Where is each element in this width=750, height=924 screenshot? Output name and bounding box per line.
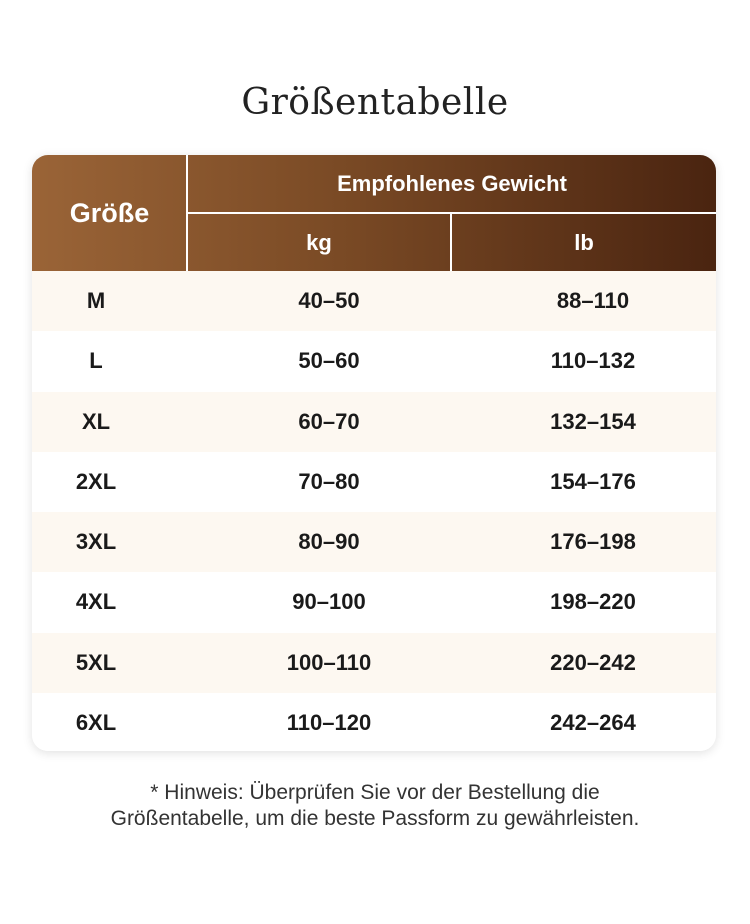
table-row [32, 572, 716, 632]
table-row [32, 693, 716, 751]
footnote [0, 780, 750, 832]
cell-size: 5XL [75, 649, 117, 675]
table-body [32, 271, 716, 751]
cell-size: 2XL [75, 468, 117, 494]
cell-kg: 40–50 [298, 288, 360, 314]
cell-size: 4XL [75, 589, 117, 615]
header-kg: kg [306, 229, 332, 255]
cell-kg: 60–70 [298, 408, 360, 434]
table-row [32, 633, 716, 693]
table-row [32, 452, 716, 512]
table-row [32, 392, 716, 452]
cell-lb: 154–176 [550, 468, 636, 494]
header-size: Größe [69, 197, 150, 228]
table-row [32, 512, 716, 572]
header-weight-group: Empfohlenes Gewicht [337, 170, 567, 196]
page-title: Größentabelle [241, 82, 509, 123]
cell-lb: 88–110 [556, 288, 630, 314]
cell-size: L [89, 348, 103, 374]
cell-lb: 176–198 [550, 529, 636, 555]
cell-size: M [86, 288, 106, 314]
size-table [32, 155, 716, 751]
header-lb: lb [574, 229, 594, 255]
cell-lb: 198–220 [550, 589, 636, 615]
cell-size: XL [81, 408, 111, 434]
cell-lb: 110–132 [550, 348, 636, 374]
cell-kg: 50–60 [298, 348, 360, 374]
cell-kg: 110–120 [286, 709, 372, 735]
table-row [32, 271, 716, 331]
cell-size: 3XL [75, 529, 117, 555]
cell-kg: 100–110 [286, 649, 372, 675]
cell-kg: 90–100 [292, 589, 366, 615]
table-header [32, 155, 716, 271]
cell-lb: 132–154 [550, 408, 636, 434]
cell-lb: 242–264 [550, 709, 636, 735]
cell-kg: 70–80 [298, 468, 360, 494]
footnote-line-1: * Hinweis: Überprüfen Sie vor der Bestellung die [150, 781, 600, 804]
table-row [32, 331, 716, 391]
cell-size: 6XL [75, 709, 117, 735]
footnote-line-2: Größentabelle, um die beste Passform zu gewährleisten. [110, 807, 640, 830]
cell-kg: 80–90 [298, 529, 360, 555]
cell-lb: 220–242 [550, 649, 636, 675]
